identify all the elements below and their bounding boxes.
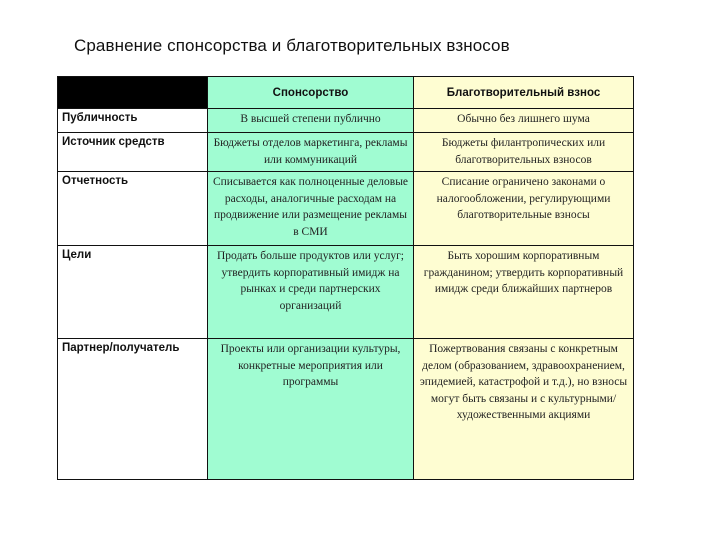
sponsorship-cell: Проекты или организации культуры, конкретные мероприятия или программы	[208, 339, 414, 480]
sponsorship-cell: В высшей степени публично	[208, 109, 414, 133]
charity-cell: Быть хорошим корпоративным гражданином; утвердить корпоративный имидж среди ближайших партнеров	[414, 246, 634, 339]
row-label: Публичность	[58, 109, 208, 133]
comparison-table	[57, 76, 634, 480]
table-row	[58, 246, 634, 339]
table-row	[58, 133, 634, 172]
page-title: Сравнение спонсорства и благотворительных взносов	[74, 36, 510, 55]
sponsorship-cell: Списывается как полноценные деловые расходы, аналогичные расходам на продвижение или размещение рекламы в СМИ	[208, 172, 414, 246]
sponsorship-cell: Бюджеты отделов маркетинга, рекламы или коммуникаций	[208, 133, 414, 172]
header-charity: Благотворительный взнос	[414, 77, 634, 109]
header-row	[58, 77, 634, 109]
row-label: Партнер/получатель	[58, 339, 208, 480]
charity-cell: Списание ограничено законами о налогообложении, регулирующими благотворительные взносы	[414, 172, 634, 246]
table-row	[58, 172, 634, 246]
header-sponsorship: Спонсорство	[208, 77, 414, 109]
row-label: Источник средств	[58, 133, 208, 172]
charity-cell: Пожертвования связаны с конкретным делом (образованием, здравоохранением, эпидемией, катастрофой и т.д.), но взносы могут быть связаны и с культурными/художественными акциями	[414, 339, 634, 480]
header-blank-cell	[58, 77, 208, 109]
table-row	[58, 109, 634, 133]
table-row	[58, 339, 634, 480]
sponsorship-cell: Продать больше продуктов или услуг; утвердить корпоративный имидж на рынках и среди партнерских организаций	[208, 246, 414, 339]
charity-cell: Обычно без лишнего шума	[414, 109, 634, 133]
row-label: Цели	[58, 246, 208, 339]
row-label: Отчетность	[58, 172, 208, 246]
charity-cell: Бюджеты филантропических или благотворительных взносов	[414, 133, 634, 172]
